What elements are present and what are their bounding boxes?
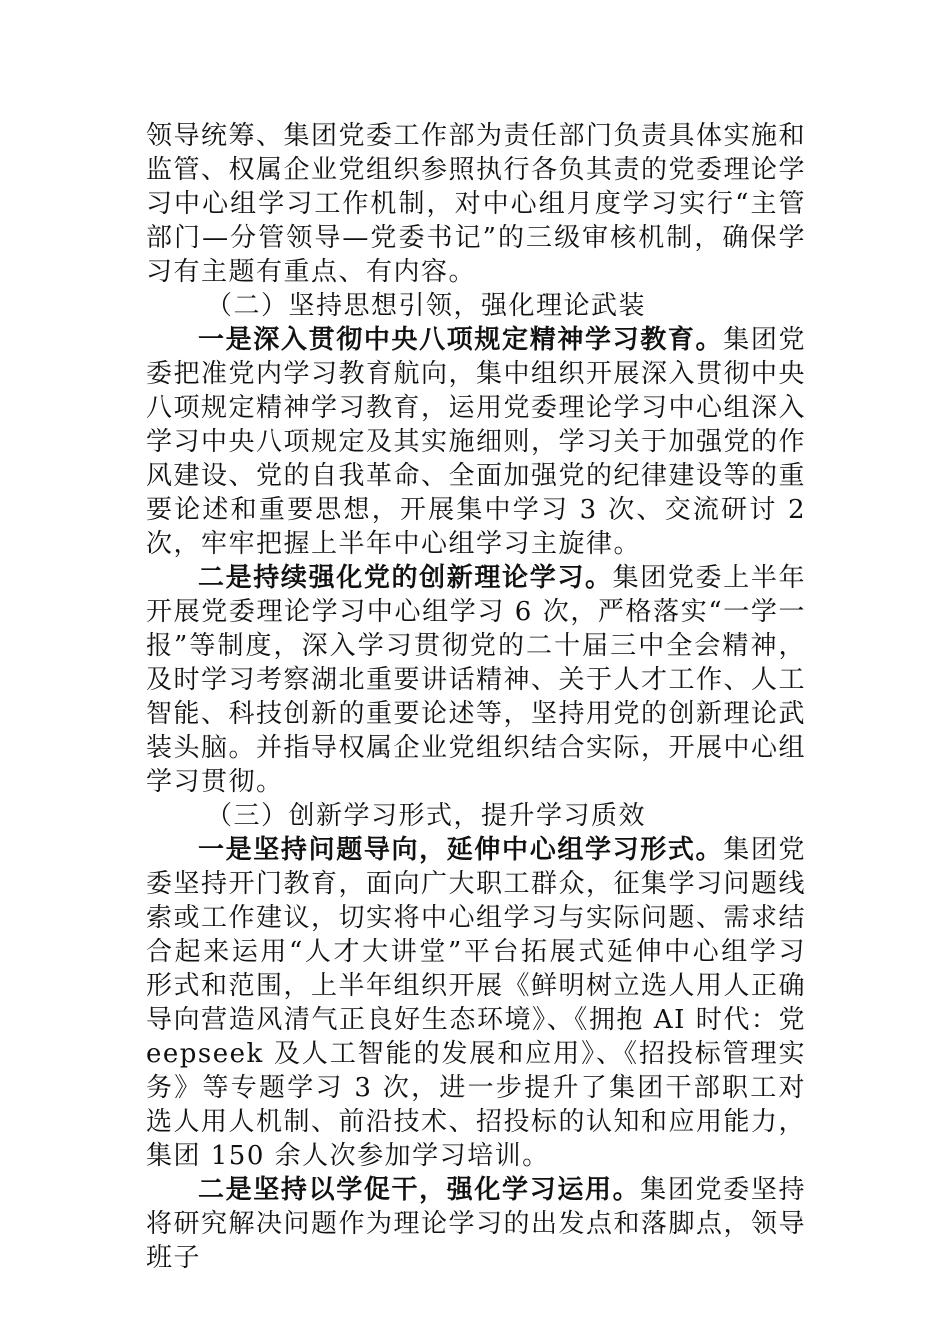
section-heading-2: （二）坚持思想引领，强化理论武装 <box>206 291 647 321</box>
paragraph-learning-application <box>146 1173 806 1275</box>
paragraph-text: 集团党委坚持开门教育，面向广大职工群众，征集学习问题线索或工作建议，切实将中心组学习与实际问题、需求结合起来运用“人才大讲堂”平台拓展式延伸中心组学习形式和范围，上半年组织开展《鲜明树立选人用人正确导向营造风清气正良好生态环境》、《拥抱 AI 时代：党 eepseek 及人工智能的发展和应用》、《招投标管理实务》等专题学习 3 次，进一步提升了集团干部职工对选人用人机制、前沿技术、招投标的认知和应用能力，集团 150 余人次参加学习培训。 <box>146 835 807 1171</box>
section-heading-3: （三）创新学习形式，提升学习质效 <box>206 801 647 831</box>
paragraph-text: 集团党委上半年开展党委理论学习中心组学习 6 次，严格落实“一学一报”等制度，深入学习贯彻党的二十届三中全会精神，及时学习考察湖北重要讲话精神、关于人才工作、人工智能、科技创新的重要论述等，坚持用党的创新理论武装头脑。并指导权属企业党组织结合实际，开展中心组学习贯彻。 <box>146 563 807 797</box>
paragraph-innovation-theory <box>146 561 806 799</box>
paragraph-study-education <box>146 323 806 561</box>
paragraph-lead: 二是坚持以学促干，强化学习运用。 <box>198 1175 641 1205</box>
paragraph-lead: 二是持续强化党的创新理论学习。 <box>198 563 613 593</box>
paragraph-text: 集团党委坚持将研究解决问题作为理论学习的出发点和落脚点，领导班子 <box>146 1175 807 1273</box>
paragraph-text: 集团党委把准党内学习教育航向，集中组织开展深入贯彻中央八项规定精神学习教育，运用党委理论学习中心组深入学习中央八项规定及其实施细则，学习关于加强党的作风建设、党的自我革命、全面加强党的纪律建设等的重要论述和重要思想，开展集中学习 3 次、交流研讨 2 次，牢牢把握上半年中心组学习主旋律。 <box>146 325 807 559</box>
paragraph-lead: 一是坚持问题导向，延伸中心组学习形式。 <box>198 835 724 865</box>
paragraph-continuation: 领导统筹、集团党委工作部为责任部门负责具体实施和监管、权属企业党组织参照执行各负其责的党委理论学习中心组学习工作机制，对中心组月度学习实行“主管部门—分管领导—党委书记”的三级审核机制，确保学习有主题有重点、有内容。 <box>146 121 807 287</box>
paragraph-problem-oriented <box>146 833 806 1173</box>
paragraph-lead: 一是深入贯彻中央八项规定精神学习教育。 <box>198 325 724 355</box>
document-body <box>146 119 806 1275</box>
